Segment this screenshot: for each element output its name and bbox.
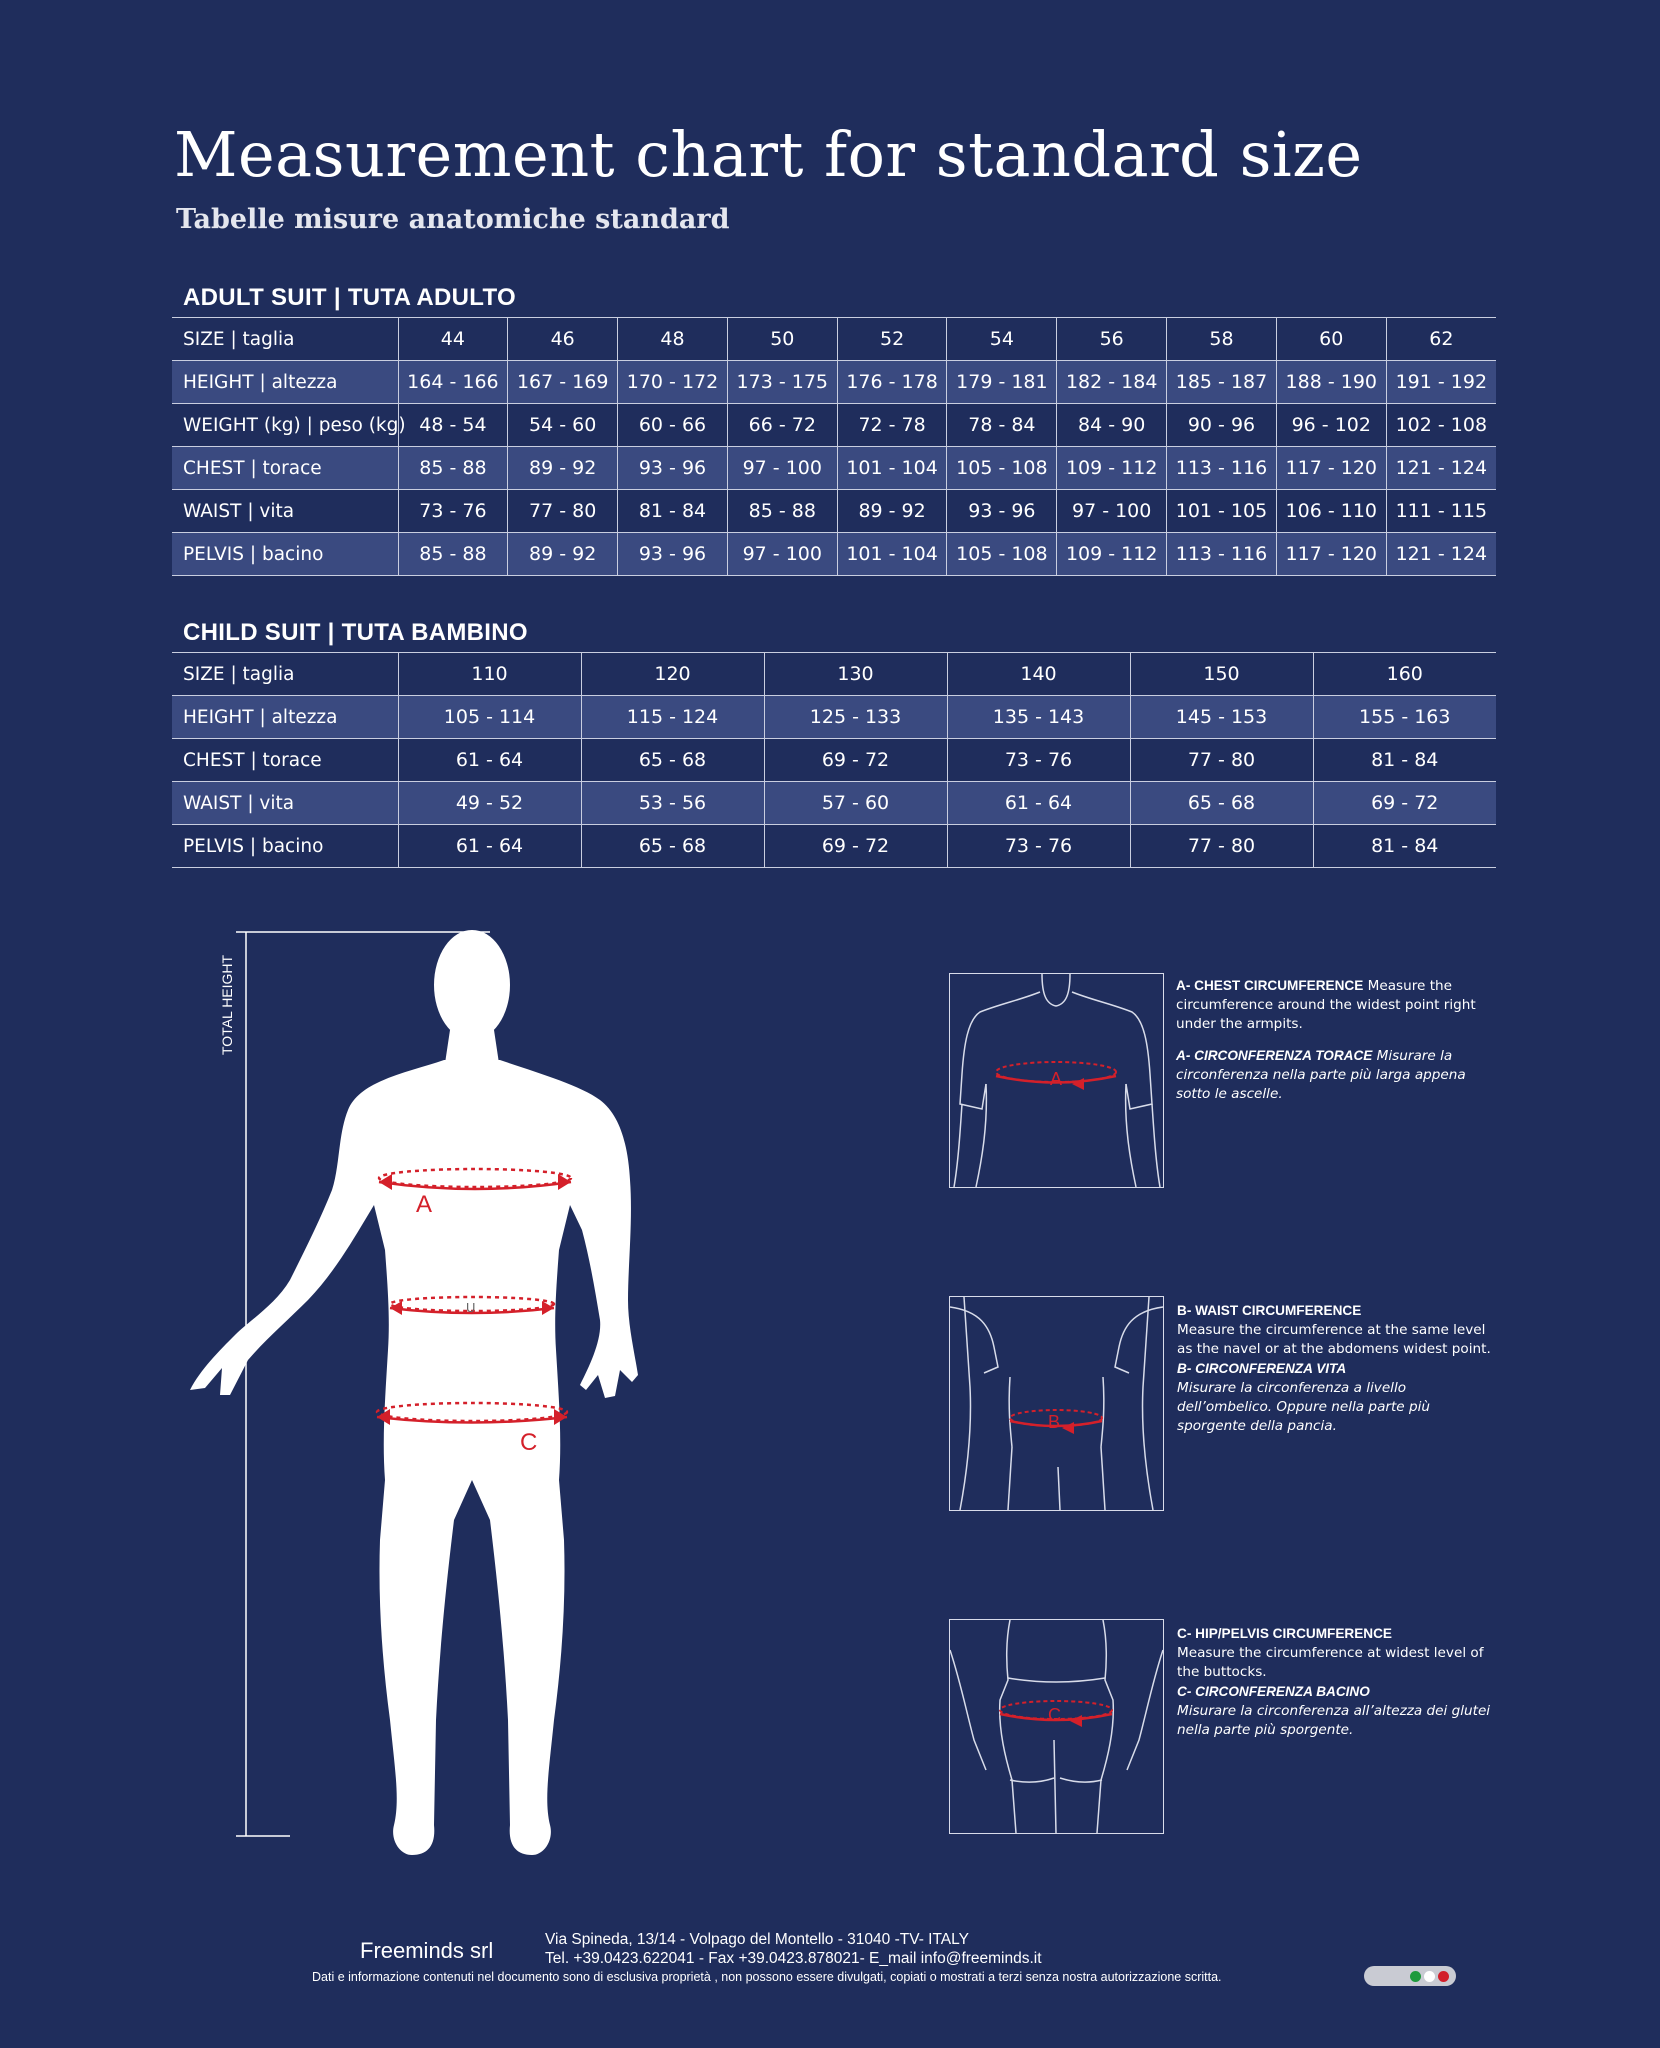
flag-green-dot [1410, 1971, 1421, 1982]
box-marker-b: B [1048, 1412, 1061, 1432]
table-cell: 65 - 68 [1130, 782, 1313, 825]
table-cell: 176 - 178 [837, 361, 947, 404]
table-cell: 69 - 72 [1313, 782, 1496, 825]
pelvis-text-en: Measure the circumference at widest level of the buttocks. [1177, 1645, 1484, 1680]
table-cell: 77 - 80 [1130, 825, 1313, 868]
table-cell: 105 - 108 [947, 447, 1057, 490]
table-cell: 77 - 80 [508, 490, 618, 533]
table-cell: 49 - 52 [398, 782, 581, 825]
footer-company: Freeminds srl [360, 1938, 494, 1963]
table-row [172, 361, 1496, 404]
table-cell: 120 [581, 653, 764, 696]
footer-address-block [545, 1930, 1042, 1968]
box-marker-a: A [1050, 1069, 1063, 1089]
table-cell: 52 [837, 318, 947, 361]
table-cell: 106 - 110 [1276, 490, 1386, 533]
flag-red-dot [1438, 1971, 1449, 1982]
body-silhouette [190, 930, 638, 1855]
table-cell: 54 [947, 318, 1057, 361]
chest-text-en: Measure the circumference around the widest point right under the armpits. [1176, 978, 1476, 1032]
table-cell: 97 - 100 [727, 447, 837, 490]
table-cell: 66 - 72 [727, 404, 837, 447]
table-cell: 77 - 80 [1130, 739, 1313, 782]
table-cell: 188 - 190 [1276, 361, 1386, 404]
table-cell: 78 - 84 [947, 404, 1057, 447]
child-table-title: CHILD SUIT | TUTA BAMBINO [183, 619, 528, 646]
table-cell: 61 - 64 [398, 825, 581, 868]
table-cell: 105 - 114 [398, 696, 581, 739]
table-cell: 53 - 56 [581, 782, 764, 825]
row-label: WAIST | vita [172, 490, 398, 533]
table-cell: 182 - 184 [1057, 361, 1167, 404]
table-cell: 81 - 84 [618, 490, 728, 533]
marker-a: A [416, 1191, 433, 1218]
pelvis-title-it: C- CIRCONFERENZA BACINO [1177, 1684, 1370, 1699]
table-cell: 130 [764, 653, 947, 696]
table-row [172, 653, 1496, 696]
table-row [172, 696, 1496, 739]
table-cell: 61 - 64 [398, 739, 581, 782]
footer-address: Via Spineda, 13/14 - Volpago del Montello - 31040 -TV- ITALY [545, 1931, 969, 1948]
table-row [172, 318, 1496, 361]
table-cell: 60 - 66 [618, 404, 728, 447]
table-cell: 81 - 84 [1313, 825, 1496, 868]
table-cell: 84 - 90 [1057, 404, 1167, 447]
body-silhouette-figure [150, 920, 710, 1880]
table-cell: 179 - 181 [947, 361, 1057, 404]
table-cell: 160 [1313, 653, 1496, 696]
table-row [172, 490, 1496, 533]
table-cell: 140 [947, 653, 1130, 696]
table-cell: 65 - 68 [581, 739, 764, 782]
table-cell: 102 - 108 [1386, 404, 1496, 447]
chest-detail-illustration [950, 974, 1163, 1187]
table-cell: 101 - 104 [837, 533, 947, 576]
waist-text-en: Measure the circumference at the same level as the navel or at the abdomens widest point. [1177, 1322, 1491, 1357]
table-cell: 56 [1057, 318, 1167, 361]
navel-marker: U [466, 1300, 476, 1315]
table-cell: 117 - 120 [1276, 447, 1386, 490]
marker-c: C [520, 1429, 538, 1456]
table-row [172, 404, 1496, 447]
page-subtitle: Tabelle misure anatomiche standard [176, 204, 730, 235]
table-cell: 97 - 100 [727, 533, 837, 576]
chest-title-en: A- CHEST CIRCUMFERENCE [1176, 978, 1364, 993]
table-cell: 155 - 163 [1313, 696, 1496, 739]
flag-white-dot [1424, 1971, 1435, 1982]
table-cell: 58 [1167, 318, 1277, 361]
table-cell: 89 - 92 [508, 447, 618, 490]
table-cell: 50 [727, 318, 837, 361]
table-row [172, 739, 1496, 782]
table-cell: 73 - 76 [947, 825, 1130, 868]
table-cell: 44 [398, 318, 508, 361]
row-label: WEIGHT (kg) | peso (kg) [172, 404, 398, 447]
row-label: SIZE | taglia [172, 318, 398, 361]
table-cell: 93 - 96 [618, 533, 728, 576]
row-label: PELVIS | bacino [172, 825, 398, 868]
row-label: HEIGHT | altezza [172, 696, 398, 739]
row-label: SIZE | taglia [172, 653, 398, 696]
table-cell: 110 [398, 653, 581, 696]
table-cell: 96 - 102 [1276, 404, 1386, 447]
table-cell: 48 [618, 318, 728, 361]
child-size-table [172, 652, 1496, 868]
table-cell: 113 - 116 [1167, 533, 1277, 576]
table-cell: 105 - 108 [947, 533, 1057, 576]
table-cell: 89 - 92 [837, 490, 947, 533]
italian-flag-badge [1364, 1966, 1456, 1986]
table-cell: 48 - 54 [398, 404, 508, 447]
table-cell: 93 - 96 [618, 447, 728, 490]
table-row [172, 533, 1496, 576]
box-marker-c: C [1048, 1705, 1061, 1725]
waist-detail-illustration [950, 1297, 1163, 1510]
table-cell: 85 - 88 [727, 490, 837, 533]
table-cell: 115 - 124 [581, 696, 764, 739]
table-cell: 101 - 105 [1167, 490, 1277, 533]
table-cell: 97 - 100 [1057, 490, 1167, 533]
table-row [172, 782, 1496, 825]
table-cell: 121 - 124 [1386, 447, 1496, 490]
table-row [172, 825, 1496, 868]
pelvis-description [1177, 1624, 1497, 1740]
chest-title-it: A- CIRCONFERENZA TORACE [1176, 1048, 1373, 1063]
table-cell: 145 - 153 [1130, 696, 1313, 739]
table-cell: 173 - 175 [727, 361, 837, 404]
table-cell: 85 - 88 [398, 447, 508, 490]
table-cell: 111 - 115 [1386, 490, 1496, 533]
chest-description [1176, 976, 1496, 1104]
table-row [172, 447, 1496, 490]
table-cell: 101 - 104 [837, 447, 947, 490]
table-cell: 89 - 92 [508, 533, 618, 576]
table-cell: 72 - 78 [837, 404, 947, 447]
table-cell: 60 [1276, 318, 1386, 361]
page-title: Measurement chart for standard size [174, 118, 1363, 191]
total-height-label: TOTAL HEIGHT [219, 954, 235, 1055]
table-cell: 117 - 120 [1276, 533, 1386, 576]
table-cell: 167 - 169 [508, 361, 618, 404]
pelvis-text-it: Misurare la circonferenza all’altezza dei glutei nella parte più sporgente. [1177, 1703, 1491, 1738]
pelvis-detail-box [949, 1619, 1164, 1834]
table-cell: 65 - 68 [581, 825, 764, 868]
table-cell: 57 - 60 [764, 782, 947, 825]
pelvis-title-en: C- HIP/PELVIS CIRCUMFERENCE [1177, 1626, 1392, 1641]
waist-detail-box [949, 1296, 1164, 1511]
table-cell: 81 - 84 [1313, 739, 1496, 782]
table-cell: 62 [1386, 318, 1496, 361]
table-cell: 73 - 76 [398, 490, 508, 533]
waist-title-en: B- WAIST CIRCUMFERENCE [1177, 1303, 1362, 1318]
table-cell: 69 - 72 [764, 825, 947, 868]
row-label: CHEST | torace [172, 447, 398, 490]
row-label: WAIST | vita [172, 782, 398, 825]
table-cell: 61 - 64 [947, 782, 1130, 825]
table-cell: 69 - 72 [764, 739, 947, 782]
row-label: PELVIS | bacino [172, 533, 398, 576]
adult-size-table [172, 317, 1496, 576]
waist-text-it: Misurare la circonferenza a livello dell’ombelico. Oppure nella parte più sporgente della pancia. [1177, 1380, 1431, 1434]
table-cell: 109 - 112 [1057, 447, 1167, 490]
table-cell: 191 - 192 [1386, 361, 1496, 404]
table-cell: 135 - 143 [947, 696, 1130, 739]
table-cell: 125 - 133 [764, 696, 947, 739]
table-cell: 85 - 88 [398, 533, 508, 576]
row-label: CHEST | torace [172, 739, 398, 782]
footer-legal-notice: Dati e informazione contenuti nel documento sono di esclusiva proprietà , non possono essere divulgati, copiati o mostrati a terzi senza nostra autorizzazione scritta. [312, 1970, 1222, 1984]
chest-text-it: Misurare la circonferenza nella parte più larga appena sotto le ascelle. [1176, 1048, 1466, 1102]
waist-title-it: B- CIRCONFERENZA VITA [1177, 1361, 1347, 1376]
table-cell: 164 - 166 [398, 361, 508, 404]
table-cell: 93 - 96 [947, 490, 1057, 533]
row-label: HEIGHT | altezza [172, 361, 398, 404]
adult-table-title: ADULT SUIT | TUTA ADULTO [183, 284, 516, 311]
chest-detail-box [949, 973, 1164, 1188]
table-cell: 150 [1130, 653, 1313, 696]
table-cell: 121 - 124 [1386, 533, 1496, 576]
table-cell: 54 - 60 [508, 404, 618, 447]
table-cell: 109 - 112 [1057, 533, 1167, 576]
table-cell: 113 - 116 [1167, 447, 1277, 490]
table-cell: 170 - 172 [618, 361, 728, 404]
footer-contacts: Tel. +39.0423.622041 - Fax +39.0423.878021- E_mail info@freeminds.it [545, 1950, 1042, 1967]
table-cell: 185 - 187 [1167, 361, 1277, 404]
table-cell: 90 - 96 [1167, 404, 1277, 447]
table-cell: 73 - 76 [947, 739, 1130, 782]
table-cell: 46 [508, 318, 618, 361]
waist-description [1177, 1301, 1497, 1436]
pelvis-detail-illustration [950, 1620, 1163, 1833]
